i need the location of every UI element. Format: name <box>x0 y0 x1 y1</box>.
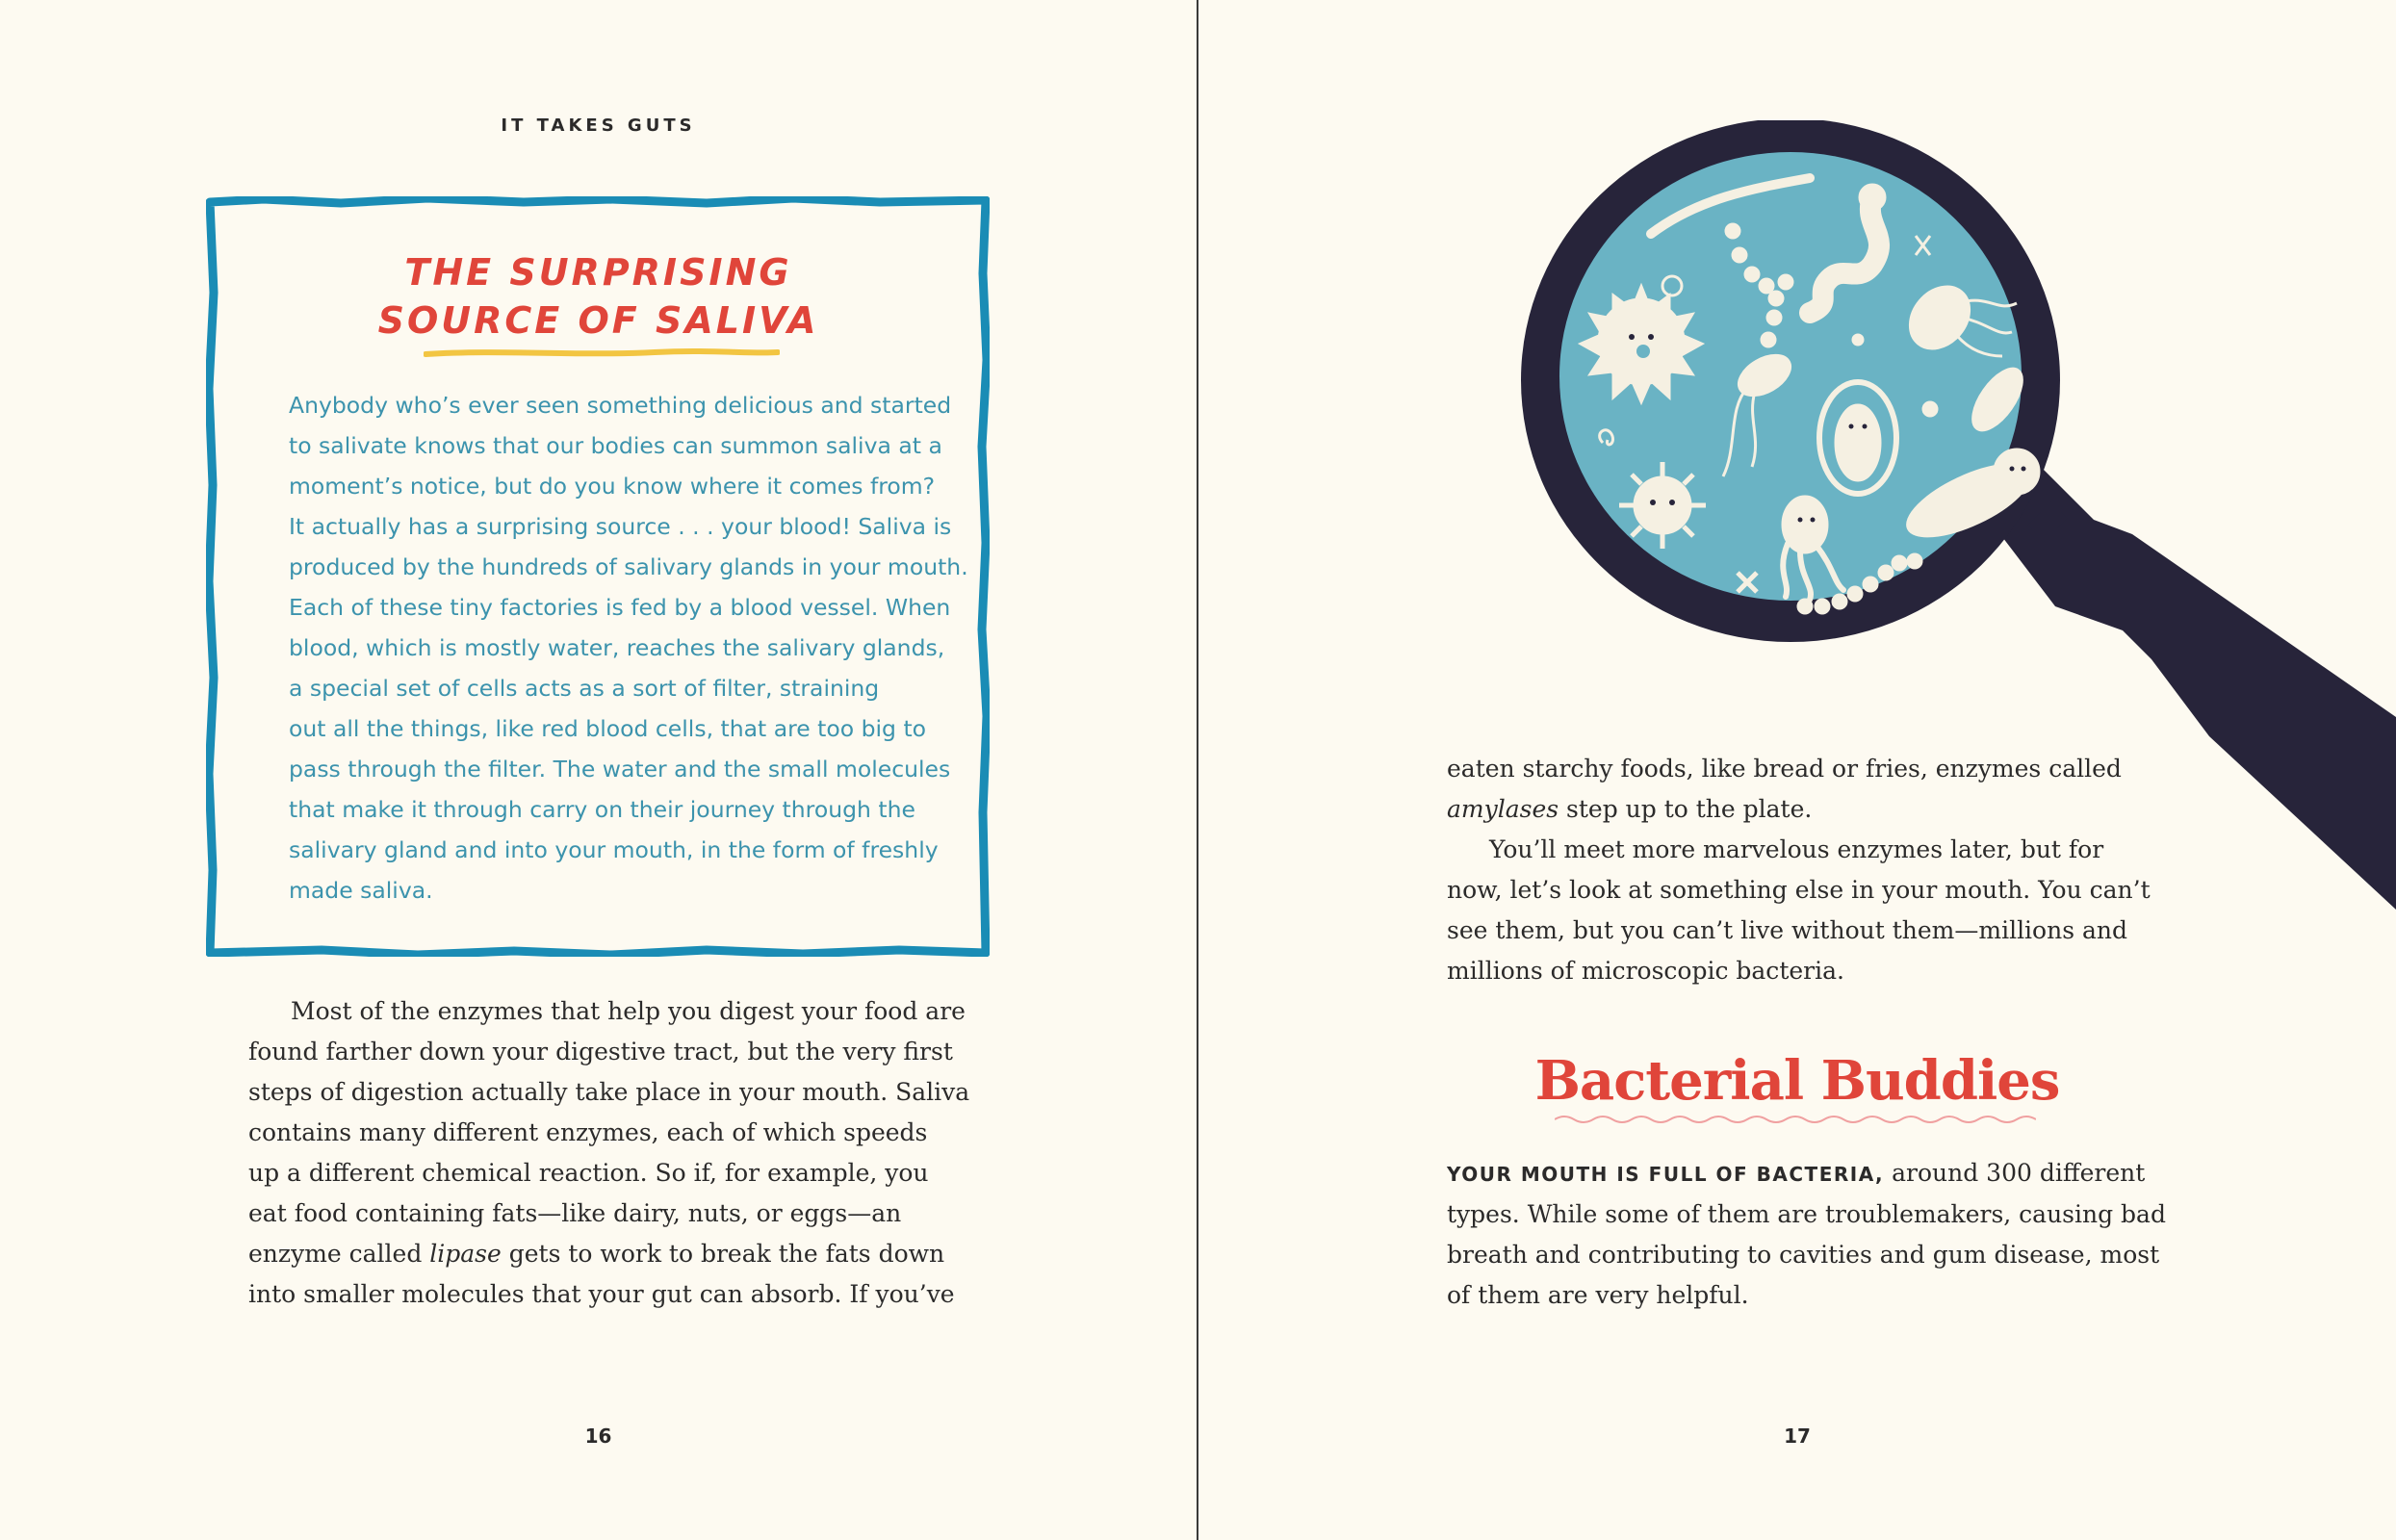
term-lipase: lipase <box>429 1240 502 1268</box>
page-number-right: 17 <box>1784 1424 1811 1448</box>
sidebar-line: It actually has a surprising source . . . your blood! Saliva is <box>289 513 952 540</box>
term-amylases: amylases <box>1447 795 1559 823</box>
body-line: breath and contributing to cavities and gum disease, most <box>1447 1241 2160 1269</box>
body-line <box>1447 1153 2159 1194</box>
body-line: You’ll meet more marvelous enzymes later, but for <box>1489 835 2104 863</box>
body-line: up a different chemical reaction. So if, for example, you <box>248 1159 929 1187</box>
sidebar-line: Each of these tiny factories is fed by a blood vessel. When <box>289 594 951 621</box>
right-body-paragraph <box>1447 749 2159 991</box>
body-line: steps of digestion actually take place in your mouth. Saliva <box>248 1078 970 1106</box>
body-text-run: step up to the plate. <box>1559 795 1813 823</box>
sidebar-line: moment’s notice, but do you know where it comes from? <box>289 473 936 500</box>
sidebar-title-line: THE SURPRISING <box>404 251 792 294</box>
body-text-run: enzyme called <box>248 1240 430 1268</box>
body-line: now, let’s look at something else in your mouth. You can’t <box>1447 876 2151 904</box>
body-line: millions of microscopic bacteria. <box>1447 957 1844 985</box>
body-line: see them, but you can’t live without them—millions and <box>1447 916 2127 944</box>
worm-head <box>1859 184 1886 211</box>
virus <box>1619 462 1706 549</box>
body-line: types. While some of them are troublemakers, causing bad <box>1447 1200 2166 1228</box>
section-heading: Bacterial Buddies <box>1534 1049 2060 1113</box>
left-body-paragraph <box>248 991 970 1315</box>
body-line: into smaller molecules that your gut can absorb. If you’ve <box>248 1280 955 1308</box>
body-line: Most of the enzymes that help you digest your food are <box>291 997 966 1025</box>
body-line: of them are very helpful. <box>1447 1281 1749 1309</box>
body-text-run: around 300 different <box>1884 1159 2146 1187</box>
sidebar-title <box>0 248 1197 345</box>
sidebar-body <box>289 385 968 911</box>
sidebar-line: a special set of cells acts as a sort of filter, straining <box>289 675 880 702</box>
sidebar-line: out all the things, like red blood cells, that are too big to <box>289 715 927 742</box>
sidebar-line: salivary gland and into your mouth, in the form of freshly <box>289 836 939 863</box>
title-underline <box>424 346 780 360</box>
body-text-run: gets to work to break the fats down <box>501 1240 945 1268</box>
body-line: eat food containing fats—like dairy, nuts, or eggs—an <box>248 1199 902 1227</box>
sidebar-line: produced by the hundreds of salivary glands in your mouth. <box>289 553 968 580</box>
sidebar-line: Anybody who’s ever seen something delicious and started <box>289 392 952 419</box>
running-head: IT TAKES GUTS <box>501 116 696 136</box>
body-line: eaten starchy foods, like bread or fries, enzymes called <box>1447 755 2122 783</box>
sidebar-line: made saliva. <box>289 877 433 904</box>
body-line <box>248 1234 951 1274</box>
body-line <box>1447 789 2159 830</box>
sidebar-line: pass through the filter. The water and the small molecules <box>289 756 951 783</box>
sidebar-title-line: SOURCE OF SALIVA <box>377 299 819 342</box>
small-dot-microbe <box>1922 401 1938 417</box>
body-line: contains many different enzymes, each of which speeds <box>248 1118 928 1146</box>
page-number-left: 16 <box>584 1424 612 1448</box>
small-spore <box>1852 334 1864 346</box>
sidebar-line: to salivate knows that our bodies can summon saliva at a <box>289 432 942 459</box>
section-lead-in: YOUR MOUTH IS FULL OF BACTERIA, <box>1447 1163 1885 1186</box>
sidebar-line: that make it through carry on their journey through the <box>289 796 915 823</box>
body-line: found farther down your digestive tract, but the very first <box>248 1038 953 1065</box>
section-paragraph <box>1447 1153 2166 1316</box>
sidebar-line: blood, which is mostly water, reaches the salivary glands, <box>289 634 945 661</box>
heading-wavy-underline <box>1555 1113 2036 1126</box>
